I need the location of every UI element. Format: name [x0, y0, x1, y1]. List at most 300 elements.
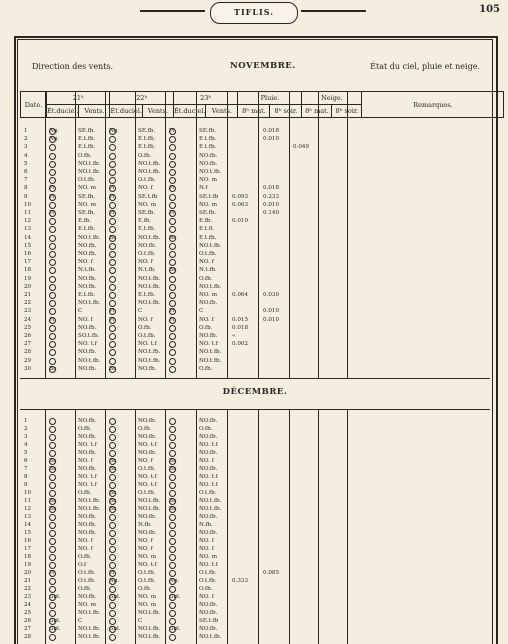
sky-23-cell: Pl. — [169, 316, 177, 323]
date-cell: 21 — [24, 292, 32, 298]
table-row — [20, 136, 490, 143]
sky-21-cell: Ng. — [49, 128, 60, 134]
date-cell: 5 — [24, 160, 28, 167]
sky-symbol-icon — [49, 194, 56, 201]
date-cell: 7 — [24, 177, 28, 184]
rain-morning-cell: « — [232, 333, 236, 339]
sky-23-cell: Br. — [169, 498, 177, 504]
wind-21-cell: O.fb. — [78, 426, 92, 432]
wind-22-cell: NO.fb. — [138, 450, 157, 456]
wind-21-cell: O.fb. — [78, 490, 92, 496]
date-cell: 8 — [24, 474, 28, 480]
wind-23-cell: NO. f — [199, 546, 214, 552]
sky-symbol-icon — [169, 128, 176, 135]
col-vents-23: Vents. — [206, 105, 238, 118]
wind-23-cell: NO. f — [199, 458, 214, 464]
wind-23-cell: O.fb. — [199, 426, 213, 432]
table-row — [20, 418, 490, 425]
wind-21-cell: NO.fb. — [78, 251, 97, 257]
wind-23-cell: NO. f — [199, 594, 214, 600]
wind-23-cell: E.fb. — [199, 218, 213, 225]
sky-22-cell: Ng. — [109, 578, 120, 584]
wind-21-cell: O.fb. — [78, 152, 92, 159]
date-cell: 28 — [24, 634, 32, 640]
wind-22-cell: SE.fb. — [138, 128, 156, 134]
table-row — [20, 578, 490, 585]
table-row — [20, 554, 490, 561]
wind-22-cell: NO. f — [138, 538, 153, 544]
wind-22-cell: O.t.fb. — [138, 333, 156, 339]
wind-21-cell: NO.fb. — [78, 594, 97, 600]
wind-21-cell: E.t.fb. — [78, 136, 96, 143]
sky-22-cell: Br. — [109, 490, 117, 496]
table-row — [20, 202, 490, 209]
date-cell: 9 — [24, 193, 28, 200]
sky-22-cell: Br. — [109, 498, 117, 504]
date-cell: 22 — [24, 586, 32, 592]
wind-22-cell: NO.fb. — [138, 365, 157, 372]
wind-22-cell: O.t.fb. — [138, 251, 156, 257]
wind-22-cell: NO.fb. — [138, 242, 157, 249]
table-row — [20, 618, 490, 625]
date-cell: 14 — [24, 234, 32, 241]
rain-evening-cell: 0.030 — [263, 292, 280, 298]
wind-21-cell: NO. t.f — [78, 474, 97, 480]
wind-21-cell: NO.t.fb. — [78, 626, 101, 632]
wind-22-cell: NO.t.fb. — [138, 283, 161, 290]
wind-23-cell: NO.t.fb. — [199, 349, 222, 356]
sky-21-cell: Br. — [49, 498, 57, 504]
sky-symbol-icon — [169, 594, 181, 601]
sky-symbol-icon — [49, 626, 61, 633]
sky-21-cell: Pl. — [49, 185, 57, 192]
date-cell: 23 — [24, 308, 32, 315]
date-cell: 3 — [24, 434, 28, 440]
wind-23-cell: NO.t.fb. — [199, 357, 222, 364]
sky-symbol-icon — [169, 458, 177, 465]
table-row — [20, 358, 490, 365]
wind-22-cell: NO.t.fb. — [138, 498, 161, 504]
wind-22-cell: NO. t.f — [138, 474, 157, 480]
sky-symbol-icon — [169, 235, 177, 242]
table-row — [20, 466, 490, 473]
table-row — [20, 251, 490, 258]
table-row — [20, 259, 490, 266]
sky-23-cell: Pl. — [169, 185, 177, 192]
table-row — [20, 434, 490, 441]
col-21h: 21ʰ — [47, 92, 110, 105]
date-cell: 9 — [24, 482, 28, 488]
rain-morning-cell: 0.002 — [232, 341, 249, 348]
table-row — [20, 506, 490, 513]
wind-22-cell: NO. m — [138, 554, 157, 560]
wind-23-cell: NO. f — [199, 538, 214, 544]
wind-23-cell: NO.t.fb. — [199, 498, 222, 504]
wind-22-cell: NO. t.f — [138, 341, 157, 348]
wind-23-cell: NO.t.fb. — [199, 634, 222, 640]
wind-21-cell: NO.t.fb. — [78, 357, 101, 364]
wind-21-cell: E.fb. — [78, 218, 92, 225]
sky-symbol-icon — [169, 578, 179, 585]
wind-22-cell: NO. f — [138, 458, 153, 464]
wind-22-cell: NO.t.fb. — [138, 160, 161, 167]
wind-23-cell: E.t.fb. — [199, 136, 217, 143]
sky-symbol-icon — [109, 490, 117, 497]
date-cell: 5 — [24, 450, 28, 456]
sky-22-cell: Pl. — [109, 210, 117, 216]
wind-21-cell: NO.fb. — [78, 514, 97, 520]
wind-22-cell: NO.t.fb. — [138, 169, 161, 175]
sky-21-cell: Pl. — [49, 316, 57, 323]
table-row — [20, 546, 490, 553]
sky-symbol-icon — [109, 194, 116, 201]
table-row — [20, 522, 490, 529]
sky-symbol-icon — [109, 626, 121, 633]
rain-evening-cell: 0.018 — [263, 128, 280, 134]
wind-21-cell: E.t.fb. — [78, 226, 96, 233]
sky-symbol-icon — [109, 498, 117, 505]
wind-21-cell: NO. t.f — [78, 442, 97, 448]
wind-23-cell: NO.fb. — [199, 418, 218, 424]
sky-21-cell: Br. — [49, 506, 57, 512]
sky-21-cell: Ng. — [49, 136, 60, 143]
wind-23-cell: N.fb. — [199, 522, 213, 528]
sky-23-cell: Br. — [169, 466, 177, 472]
table-header — [20, 91, 504, 118]
wind-23-cell: NO.fb. — [199, 602, 218, 608]
sky-symbol-icon — [169, 317, 176, 324]
rain-evening-cell: 0.140 — [263, 210, 280, 216]
table-row — [20, 169, 490, 176]
sky-symbol-icon — [109, 570, 116, 577]
wind-22-cell: C — [138, 308, 143, 315]
table-row — [20, 333, 490, 340]
sky-23-cell: Gbl. — [169, 594, 181, 600]
wind-22-cell: NO. f — [138, 316, 153, 323]
sky-22-cell: Ng. — [109, 128, 120, 134]
wind-21-cell: NO.fb. — [78, 349, 97, 356]
wind-23-cell: NO. t.f — [199, 442, 218, 448]
date-cell: 26 — [24, 618, 32, 624]
date-cell: 10 — [24, 201, 32, 208]
wind-23-cell: O.fb. — [199, 275, 213, 282]
sky-symbol-icon — [109, 506, 117, 513]
page-number: 105 — [479, 4, 500, 15]
wind-21-cell: O.fb. — [78, 586, 92, 592]
sky-21-cell: Pl. — [49, 210, 57, 216]
sky-symbol-icon — [49, 366, 57, 373]
wind-23-cell: SE.t.fb — [199, 193, 219, 200]
wind-22-cell: NO.fb. — [138, 530, 157, 536]
date-cell: 26 — [24, 333, 32, 339]
wind-21-cell: NO.t.fb. — [78, 234, 101, 241]
wind-22-cell: NO. f — [138, 546, 153, 552]
wind-21-cell: E.t.fb. — [78, 144, 96, 151]
date-cell: 29 — [24, 357, 32, 364]
wind-23-cell: NO.fb. — [199, 530, 218, 536]
month-title: NOVEMBRE. — [230, 61, 296, 71]
wind-21-cell: SE.fb. — [78, 128, 96, 134]
wind-22-cell: NO.fb. — [138, 434, 157, 440]
sky-symbol-icon — [49, 210, 56, 217]
wind-21-cell: O.t.fb. — [78, 177, 96, 184]
sky-symbol-icon — [109, 308, 116, 315]
wind-22-cell: O.t.fb. — [138, 578, 156, 584]
sky-symbol-icon — [109, 466, 117, 473]
sky-21-cell: Gbl. — [49, 594, 61, 600]
snow-morning-cell: 0.049 — [293, 144, 310, 151]
sky-symbol-icon — [109, 594, 121, 601]
date-cell: 3 — [24, 144, 28, 151]
wind-21-cell: NO. f — [78, 458, 93, 464]
sky-symbol-icon — [169, 308, 176, 315]
table-row — [20, 317, 490, 324]
wind-22-cell: NO. f — [138, 185, 153, 192]
wind-22-cell: O.fb. — [138, 152, 152, 159]
wind-23-cell: O.t.fb. — [199, 570, 217, 576]
wind-22-cell: E.fb. — [138, 218, 152, 225]
wind-22-cell: NO.t.fb. — [138, 626, 161, 632]
wind-23-cell: E.t.fl. — [199, 226, 215, 233]
wind-23-cell: E.t.fb. — [199, 234, 217, 241]
table-row — [20, 442, 490, 449]
wind-23-cell: NO.t.fb. — [199, 283, 222, 290]
table-row — [20, 450, 490, 457]
wind-22-cell: O.t.fb. — [138, 490, 156, 496]
table-row — [20, 276, 490, 283]
col-vents-21: Vents. — [79, 105, 110, 118]
date-cell: 27 — [24, 626, 32, 632]
sky-symbol-icon — [169, 210, 176, 217]
date-cell: 13 — [24, 226, 32, 233]
table-row — [20, 634, 490, 641]
rain-evening-cell: 0.010 — [263, 308, 280, 315]
sky-symbol-icon — [49, 498, 57, 505]
table-row — [20, 144, 490, 151]
table-row — [20, 267, 490, 274]
wind-21-cell: NO.t.fb. — [78, 300, 101, 307]
wind-23-cell: SE.fb. — [199, 210, 217, 216]
wind-23-cell: NO. f — [199, 316, 214, 323]
wind-21-cell: NO.fb. — [78, 283, 97, 290]
table-row — [20, 226, 490, 233]
rain-morning-cell: 0.063 — [232, 201, 249, 208]
sky-22-cell: Pl. — [109, 185, 117, 192]
table-row — [20, 498, 490, 505]
wind-23-cell: NO.fb. — [199, 450, 218, 456]
sky-22-cell: Gbl. — [109, 594, 121, 600]
sky-symbol-icon — [49, 185, 56, 192]
sky-symbol-icon — [49, 506, 57, 513]
sky-22-cell: Pl. — [109, 193, 117, 200]
date-cell: 16 — [24, 538, 32, 544]
table-row — [20, 482, 490, 489]
col-etat-21: Ét.duciel. — [47, 105, 79, 118]
table-row — [20, 530, 490, 537]
sky-23-cell: Br. — [169, 234, 177, 241]
wind-22-cell: NO.t.fb. — [138, 357, 161, 364]
col-date: Date. — [21, 92, 47, 118]
wind-21-cell: NO.fb. — [78, 466, 97, 472]
wind-23-cell: NO. t.f — [199, 474, 218, 480]
wind-23-cell: NO.fb. — [199, 610, 218, 616]
wind-22-cell: O.fb. — [138, 426, 152, 432]
sky-symbol-icon — [49, 128, 59, 135]
date-cell: 21 — [24, 578, 32, 584]
sky-23-cell: Pl. — [169, 210, 177, 216]
rain-morning-cell: 0.018 — [232, 324, 249, 331]
table-row — [20, 349, 490, 356]
sky-symbol-icon — [49, 570, 56, 577]
wind-21-cell: E.t.fb. — [78, 292, 96, 298]
wind-21-cell: NO. m — [78, 201, 97, 208]
table-row — [20, 570, 490, 577]
date-cell: 1 — [24, 418, 28, 424]
wind-22-cell: NO.t.fb. — [138, 300, 161, 307]
date-cell: 12 — [24, 218, 32, 225]
date-cell: 28 — [24, 349, 32, 356]
wind-23-cell: NO. t.f — [199, 482, 218, 488]
sky-symbol-icon — [49, 136, 59, 143]
table-row — [20, 128, 490, 135]
col-vents-22: Vents. — [142, 105, 173, 118]
wind-22-cell: NO. m — [138, 602, 157, 608]
wind-22-cell: NO.t.fb. — [138, 349, 161, 356]
banner-flourish-left — [140, 10, 205, 12]
wind-22-cell: NO. t.f — [138, 482, 157, 488]
wind-21-cell: NO.t.fb. — [78, 498, 101, 504]
date-cell: 17 — [24, 546, 32, 552]
rain-morning-cell: 0.010 — [232, 218, 249, 225]
table-row — [20, 194, 490, 201]
date-cell: 18 — [24, 554, 32, 560]
sky-symbol-icon — [49, 458, 57, 465]
date-cell: 4 — [24, 152, 28, 159]
wind-21-cell: O.t.fb. — [78, 578, 96, 584]
rain-morning-cell: 0.333 — [232, 578, 249, 584]
date-cell: 20 — [24, 570, 32, 576]
sky-23-cell: Pl. — [169, 308, 177, 315]
date-cell: 11 — [24, 210, 32, 216]
sky-22-cell: Br. — [109, 365, 117, 372]
wind-21-cell: NO. f — [78, 546, 93, 552]
sky-23-cell: Pl. — [169, 128, 177, 134]
wind-23-cell: NO.t.fb. — [199, 169, 222, 175]
wind-21-cell: NO. t.f — [78, 482, 97, 488]
sky-symbol-icon — [49, 317, 56, 324]
rain-evening-cell: 0.010 — [263, 136, 280, 143]
date-cell: 19 — [24, 275, 32, 282]
wind-21-cell: O.f — [78, 562, 87, 568]
sky-symbol-icon — [49, 594, 61, 601]
sky-symbol-icon — [109, 578, 119, 585]
wind-23-cell: E.t.fb. — [199, 144, 217, 151]
wind-23-cell: O.fb. — [199, 365, 213, 372]
table-row — [20, 341, 490, 348]
wind-21-cell: NO. m — [78, 185, 97, 192]
date-cell: 6 — [24, 169, 28, 175]
wind-23-cell: NO. m — [199, 554, 218, 560]
sky-21-cell: Br. — [49, 466, 57, 472]
date-cell: 30 — [24, 365, 32, 372]
sky-22-cell: Br. — [109, 234, 117, 241]
table-row — [20, 300, 490, 307]
table-row — [20, 325, 490, 332]
table-row — [20, 610, 490, 617]
col-pluie-mat: 8ʰ mat. — [238, 105, 270, 118]
wind-21-cell: NO.t.fb. — [78, 634, 101, 640]
sky-symbol-icon — [109, 317, 116, 324]
wind-21-cell: NO.t.fb. — [78, 610, 101, 616]
sky-22-cell: Br. — [109, 466, 117, 472]
sky-symbol-icon — [109, 185, 116, 192]
wind-21-cell: NO.fb. — [78, 450, 97, 456]
wind-21-cell: NO.fb. — [78, 242, 97, 249]
wind-22-cell: N.t.fb. — [138, 267, 156, 274]
wind-22-cell: NO. m — [138, 594, 157, 600]
wind-21-cell: NO.fb. — [78, 434, 97, 440]
sky-symbol-icon — [169, 466, 177, 473]
sky-symbol-icon — [49, 618, 61, 625]
wind-23-cell: NO.fb. — [199, 434, 218, 440]
date-cell: 12 — [24, 506, 32, 512]
wind-21-cell: NO. f — [78, 259, 93, 266]
wind-23-cell: O.fb. — [199, 324, 213, 331]
wind-22-cell: E.t.fb. — [138, 292, 156, 298]
wind-23-cell: SE.fb. — [199, 128, 217, 134]
date-cell: 18 — [24, 267, 32, 274]
rain-morning-cell: 0.015 — [232, 316, 249, 323]
wind-21-cell: NO.t.fb. — [78, 506, 101, 512]
table-row — [20, 366, 490, 373]
table-row — [20, 490, 490, 497]
date-cell: 22 — [24, 300, 32, 307]
table-row — [20, 243, 490, 250]
table-row — [20, 284, 490, 291]
date-cell: 27 — [24, 341, 32, 348]
wind-23-cell: O.t.fb. — [199, 490, 217, 496]
col-etat-23: Ét.duciel. — [173, 105, 205, 118]
wind-23-cell: NO. t.f — [199, 562, 218, 568]
table-row — [20, 153, 490, 160]
wind-22-cell: NO. t.f — [138, 442, 157, 448]
date-cell: 14 — [24, 522, 32, 528]
wind-22-cell: NO.t.fb. — [138, 275, 161, 282]
wind-21-cell: O.fb. — [78, 554, 92, 560]
wind-21-cell: NO.fb. — [78, 418, 97, 424]
col-neige-mat: 8ʰ mat. — [302, 105, 332, 118]
date-cell: 24 — [24, 602, 32, 608]
wind-23-cell: SE.t.fb — [199, 618, 219, 624]
date-cell: 15 — [24, 530, 32, 536]
wind-21-cell: O.t.fb. — [78, 570, 96, 576]
wind-23-cell: NO.t.fb. — [199, 242, 222, 249]
table-row — [20, 602, 490, 609]
wind-23-cell: NO. m — [199, 201, 218, 208]
sky-22-cell: Pl. — [109, 316, 117, 323]
table-row — [20, 458, 490, 465]
sky-23-cell: Br. — [169, 506, 177, 512]
col-etat-22: Ét.duciel. — [110, 105, 142, 118]
wind-21-cell: C — [78, 618, 83, 624]
rain-morning-cell: 0.093 — [232, 193, 249, 200]
wind-22-cell: E.t.fb. — [138, 226, 156, 233]
date-cell: 11 — [24, 498, 32, 504]
wind-23-cell: NO.fb. — [199, 300, 218, 307]
wind-22-cell: O.fb. — [138, 324, 152, 331]
sky-22-cell: Br. — [109, 506, 117, 512]
col-neige: Neige. — [302, 92, 362, 105]
